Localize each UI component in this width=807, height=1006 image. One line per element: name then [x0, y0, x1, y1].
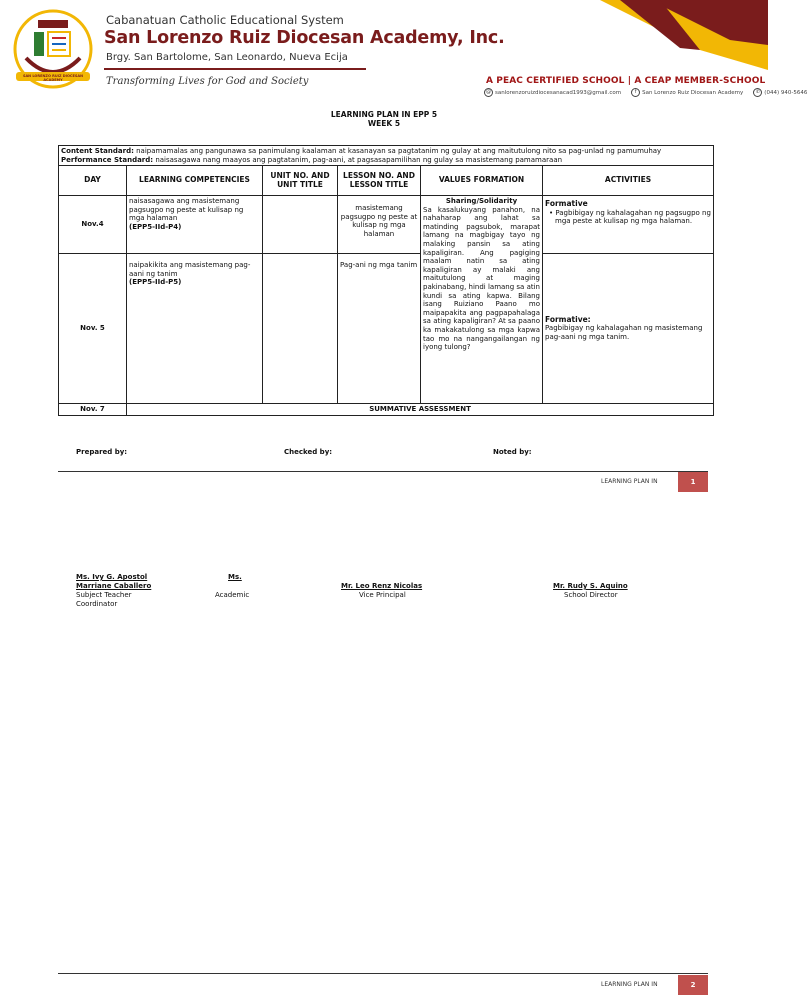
plan-title: LEARNING PLAN IN EPP 5 [330, 110, 438, 119]
footer-label: LEARNING PLAN IN [601, 478, 658, 485]
day-cell: Nov.4 [59, 196, 127, 254]
contact-email [484, 88, 621, 97]
facebook-text: San Lorenzo Ruiz Diocesan Academy [642, 90, 744, 96]
competency-text: naipakikita ang masistemang pag-aani ng tanim [129, 261, 251, 278]
coordinator-name: Marriane Caballero [76, 582, 152, 590]
noted-by-label: Noted by: [493, 448, 532, 456]
learning-plan-table [58, 145, 713, 416]
competency-code: (EPP5-IId-P5) [129, 278, 182, 287]
content-standard-label: Content Standard: [61, 147, 134, 155]
contact-facebook [631, 88, 743, 97]
prepared-by-label: Prepared by: [76, 448, 128, 456]
vp-name: Mr. Leo Renz Nicolas [341, 582, 423, 590]
footer-label: LEARNING PLAN IN [601, 981, 658, 988]
academic-prefix: Ms. [228, 573, 242, 581]
contact-row [484, 88, 807, 97]
unit-cell [263, 254, 338, 404]
activity-cell [543, 196, 714, 254]
academic-role: Academic [215, 591, 250, 599]
school-address: Brgy. San Bartolome, San Leonardo, Nueva Ecija [106, 52, 348, 63]
teacher-role: Subject Teacher [76, 591, 132, 599]
col-header-unit: UNIT NO. AND UNIT TITLE [263, 166, 338, 196]
school-motto: Transforming Lives for God and Society [106, 76, 309, 87]
col-header-values: VALUES FORMATION [421, 166, 543, 196]
values-title: Sharing/Solidarity [445, 197, 518, 205]
vp-role: Vice Principal [359, 591, 406, 599]
performance-standard-label: Performance Standard: [61, 155, 154, 164]
values-text: Sa kasalukuyang panahon, na nahaharap ang lahat sa matinding pagsubok, marapat lamang na magbigay tayo ng malaking pansin sa ating kapaligiran. Ang pagiging maalam natin sa ating kapaligiran ay malaki ang maitutulong at maging pakinabang, hindi lamang sa atin kundi sa ating kapwa. Bilang isang Ruiziano Paano mo maipapakita ang pagpapahalaga sa ating kapaligiran? At sa paano ka makakatulong sa mga kapwa tao mo na nangangailangan ng iyong tulong? [423, 205, 540, 352]
facebook-icon: f [631, 88, 640, 97]
corner-decoration [580, 0, 768, 80]
contact-phone [753, 88, 807, 97]
col-header-activities: ACTIVITIES [543, 166, 714, 196]
accreditation-banner: A PEAC CERTIFIED SCHOOL | A CEAP MEMBER-SCHOOL [486, 76, 766, 86]
unit-cell [263, 196, 338, 254]
summative-label: SUMMATIVE ASSESSMENT [127, 404, 714, 416]
phone-icon: ✆ [753, 88, 762, 97]
activity-text: Pagbibigay ng kahalagahan ng pagsugpo ng mga peste at kulisap ng mga halaman. [555, 208, 711, 226]
email-icon: @ [486, 89, 491, 95]
checked-by-label: Checked by: [284, 448, 333, 456]
page-divider [58, 973, 708, 974]
page-divider [58, 471, 708, 472]
school-name: San Lorenzo Ruiz Diocesan Academy, Inc. [104, 28, 505, 48]
activity-text: Pagbibigay ng kahalagahan ng masistemang pag-aani ng mga tanim. [545, 324, 703, 341]
activity-cell [543, 254, 714, 404]
activity-label: Formative: [545, 314, 591, 324]
director-role: School Director [564, 591, 618, 599]
lesson-cell: masistemang pagsugpo ng peste at kulisap ng mga halaman [338, 196, 421, 254]
col-header-lesson: LESSON NO. AND LESSON TITLE [338, 166, 421, 196]
standards-cell [59, 146, 714, 166]
director-name: Mr. Rudy S. Aquino [553, 582, 628, 590]
logo-ribbon-text: SAN LORENZO RUIZ DIOCESAN ACADEMY [22, 74, 84, 82]
school-system: Cabanatuan Catholic Educational System [106, 13, 344, 27]
values-cell [421, 196, 543, 404]
standards-row [59, 146, 714, 166]
day-cell: Nov. 5 [59, 254, 127, 404]
competency-cell [127, 196, 263, 254]
performance-standard-text: naisasagawa nang maayos ang pagtatanim, pag-aani, at pagsasapamilihan ng gulay sa masistemang pamamaraan [155, 155, 563, 164]
table-row [59, 254, 714, 404]
summative-row [59, 404, 714, 416]
lesson-cell: Pag-ani ng mga tanim [338, 254, 421, 404]
competency-text: naisasagawa ang masistemang pagsugpo ng peste at kulisap ng mga halaman [129, 197, 244, 223]
email-text: sanlorenzoruizdiocesanacad1993@gmail.com [495, 90, 622, 96]
table-row [59, 196, 714, 254]
summative-day: Nov. 7 [59, 404, 127, 416]
plan-week: WEEK 5 [367, 119, 401, 128]
col-header-day: DAY [59, 166, 127, 196]
competency-cell [127, 254, 263, 404]
col-header-competencies: LEARNING COMPETENCIES [127, 166, 263, 196]
header-row [59, 166, 714, 196]
page-number: 1 [678, 472, 708, 492]
coordinator-role: Coordinator [76, 600, 118, 608]
page-number: 2 [678, 975, 708, 995]
header-divider [104, 68, 366, 70]
content-standard-text: naipamamalas ang pangunawa sa panimulang kaalaman at kasanayan sa pagtatanim ng gulay at ang maitutulong nito sa pag-unlad ng pamumuhay [136, 147, 662, 155]
phone-text: (044) 940-5646 [764, 90, 807, 96]
teacher-name: Ms. Ivy G. Apostol [76, 573, 148, 581]
competency-code: (EPP5-IId-P4) [129, 222, 182, 231]
activity-bullet: • Pagbibigay ng kahalagahan ng pagsugpo ng mga peste at kulisap ng mga halaman. [549, 208, 711, 226]
activity-label: Formative [545, 199, 588, 208]
